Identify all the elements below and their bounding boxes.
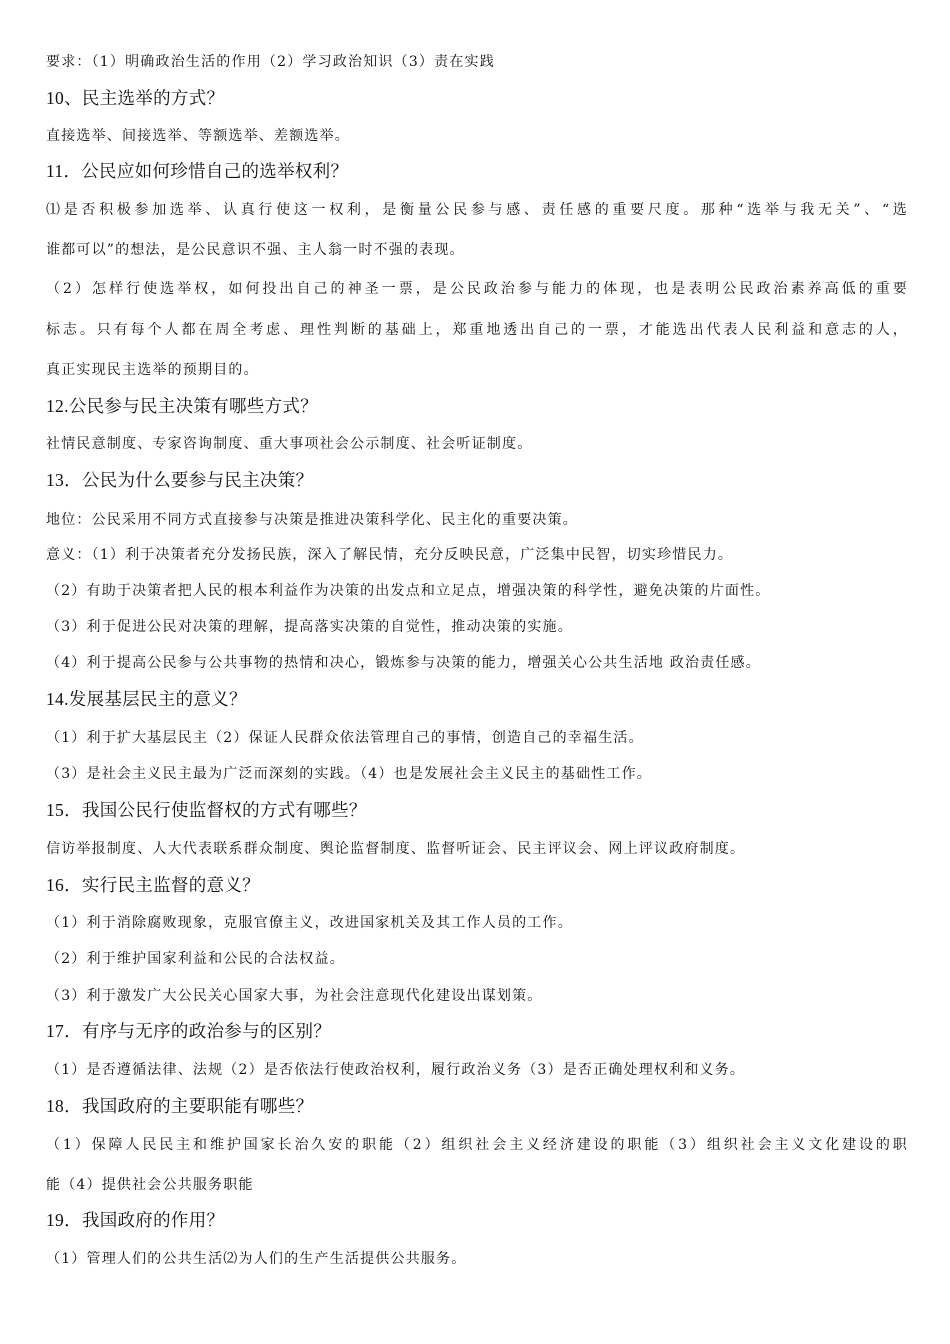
paragraph-line: 信访举报制度、人大代表联系群众制度、舆论监督制度、监督听证会、民主评议会、网上评议政府制度。 <box>46 841 746 857</box>
question-heading-15: 15．我国公民行使监督权的方式有哪些？ <box>46 800 367 820</box>
paragraph-line: ⑴是否积极参加选举、认真行使这一权利，是衡量公民参与感、责任感的重要尺度。那种“选举与我无关”、“选 <box>46 202 908 218</box>
paragraph-line: （2）怎样行使选举权，如何投出自己的神圣一票，是公民政治参与能力的体现，也是表明公民政治素养高低的重要 <box>46 281 908 297</box>
question-heading-10: 10、民主选举的方式？ <box>46 88 225 108</box>
paragraph-line: 意义：（1）利于决策者充分发扬民族，深入了解民情，充分反映民意，广泛集中民智，切实珍惜民力。 <box>46 547 734 563</box>
paragraph-line: （1）管理人们的公共生活⑵为人们的生产生活提供公共服务。 <box>46 1251 467 1267</box>
paragraph-line: 要求：（1）明确政治生活的作用（2）学习政治知识（3）责在实践 <box>46 54 495 70</box>
paragraph-line: 标志。只有每个人都在周全考虑、理性判断的基础上，郑重地透出自己的一票，才能选出代表人民利益和意志的人， <box>46 322 908 338</box>
paragraph-line: （4）利于提高公民参与公共事物的热情和决心，锻炼参与决策的能力，增强关心公共生活地 政治责任感。 <box>46 655 761 671</box>
paragraph-line: 谁都可以”的想法，是公民意识不强、主人翁一时不强的表现。 <box>46 242 465 258</box>
paragraph-line: （1）利于扩大基层民主（2）保证人民群众依法管理自己的事情，创造自己的幸福生活。 <box>46 730 644 746</box>
paragraph-line: （1）是否遵循法律、法规（2）是否依法行使政治权利，履行政治义务（3）是否正确处理权利和义务。 <box>46 1062 746 1078</box>
question-heading-18: 18．我国政府的主要职能有哪些？ <box>46 1096 314 1116</box>
paragraph-line: （3）利于促进公民对决策的理解，提高落实决策的自觉性，推动决策的实施。 <box>46 619 573 635</box>
question-heading-11: 11．公民应如何珍惜自己的选举权利？ <box>46 161 349 181</box>
paragraph-line: 直接选举、间接选举、等额选举、差额选举。 <box>46 128 350 144</box>
paragraph-line: （3）是社会主义民主最为广泛而深刻的实践。（4）也是发展社会主义民主的基础性工作。 <box>46 766 653 782</box>
paragraph-line: 能（4）提供社会公共服务职能 <box>46 1177 254 1193</box>
question-heading-16: 16．实行民主监督的意义？ <box>46 875 260 895</box>
question-heading-12: 12.公民参与民主决策有哪些方式？ <box>46 396 318 416</box>
question-heading-19: 19．我国政府的作用？ <box>46 1210 225 1230</box>
paragraph-line: （1）保障人民民主和维护国家长治久安的职能（2）组织社会主义经济建设的职能（3）组织社会主义文化建设的职 <box>46 1137 908 1153</box>
paragraph-line: （2）利于维护国家利益和公民的合法权益。 <box>46 951 345 967</box>
paragraph-line: 地位：公民采用不同方式直接参与决策是推进决策科学化、民主化的重要决策。 <box>46 512 578 528</box>
paragraph-line: （3）利于激发广大公民关心国家大事，为社会注意现代化建设出谋划策。 <box>46 988 543 1004</box>
question-heading-14: 14.发展基层民主的意义？ <box>46 689 247 709</box>
paragraph-line: （1）利于消除腐败现象，克服官僚主义，改进国家机关及其工作人员的工作。 <box>46 915 573 931</box>
paragraph-line: 真正实现民主选举的预期目的。 <box>46 362 259 378</box>
paragraph-line: 社情民意制度、专家咨询制度、重大事项社会公示制度、社会听证制度。 <box>46 436 533 452</box>
question-heading-17: 17．有序与无序的政治参与的区别？ <box>46 1021 332 1041</box>
paragraph-line: （2）有助于决策者把人民的根本利益作为决策的出发点和立足点，增强决策的科学性，避免决策的片面性。 <box>46 583 771 599</box>
question-heading-13: 13．公民为什么要参与民主决策？ <box>46 470 314 490</box>
